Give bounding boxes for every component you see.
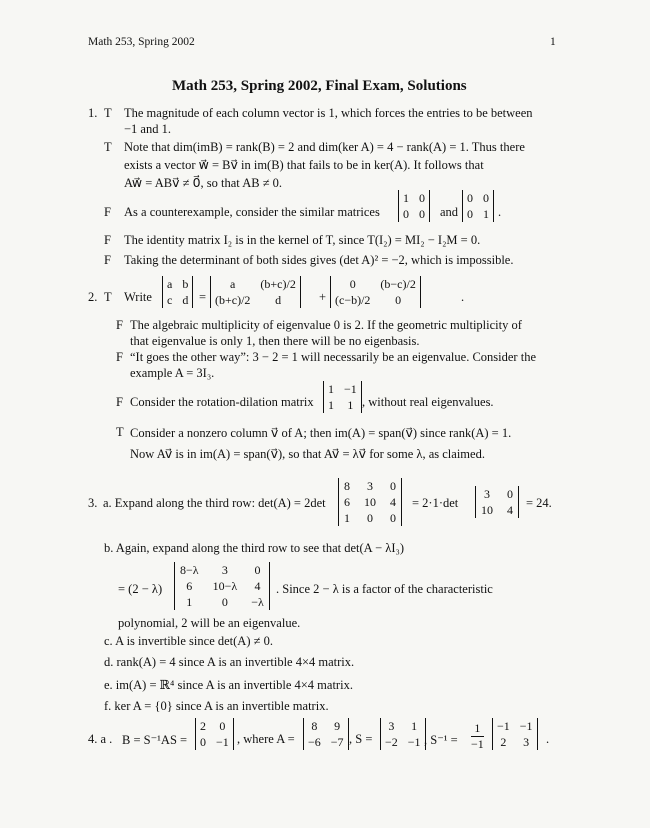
p1c-matrix-1 (398, 190, 430, 222)
p3a-end: = 24. (526, 496, 552, 510)
page-number: 1 (550, 36, 556, 48)
matrix-entry: −1 (344, 382, 357, 396)
p3b-text: b. Again, expand along the third row to see that det(A − λI₃) (104, 541, 405, 555)
p2b-line2: that eigenvalue is only 1, then there will be no eigenbasis. (130, 334, 420, 348)
matrix-entry: 6 (186, 579, 193, 593)
p2a-plus: + (319, 290, 327, 304)
p1c-matrix-2 (462, 190, 494, 222)
matrix-entry: 0 (403, 207, 409, 221)
matrix-entry: −1 (216, 735, 229, 749)
p2a-end: . (461, 290, 465, 304)
matrix-entry: 1 (411, 719, 418, 733)
matrix-entry: 1 (483, 207, 489, 221)
p3a-matrix-2x2 (475, 486, 519, 518)
matrix-entry: a (167, 277, 173, 291)
matrix-entry: −1 (519, 719, 533, 733)
fraction-numerator: 1 (474, 721, 481, 735)
p4-matrix-b (195, 718, 234, 750)
problem-3-number: 3. (88, 496, 98, 510)
p1a-line2: −1 and 1. (124, 122, 171, 136)
p2d-text: Consider the rotation-dilation matrix (130, 395, 314, 409)
p2d-end: , without real eigenvalues. (362, 395, 494, 409)
matrix-entry: b (182, 277, 189, 291)
matrix-entry: 3 (388, 719, 395, 733)
matrix-entry: 0 (367, 511, 373, 525)
matrix-entry: 2 (200, 719, 206, 733)
matrix-entry: 0 (390, 511, 396, 525)
p3b-determinant (174, 562, 270, 610)
matrix-entry: −λ (251, 595, 264, 609)
matrix-entry: 3 (484, 487, 490, 501)
p1e-tf: F (104, 253, 111, 267)
matrix-entry: (b+c)/2 (215, 293, 251, 307)
p1c-tf: F (104, 205, 111, 219)
p2c-line2: example A = 3I₃. (130, 366, 215, 380)
p1b-tf: T (104, 140, 112, 154)
matrix-entry: −2 (385, 735, 398, 749)
matrix-entry: 6 (344, 495, 350, 509)
matrix-entry: −1 (497, 719, 510, 733)
matrix-entry: 4 (390, 495, 396, 509)
p1d-text: The identity matrix I₂ is in the kernel of T, since T(I₂) = MI₂ − I₂M = 0. (124, 233, 481, 247)
p1b-line1: Note that dim(imB) = rank(B) = 2 and dim(ker A) = 4 − rank(A) = 1. Thus there (124, 140, 525, 154)
matrix-entry: 1 (403, 191, 409, 205)
matrix-entry: 1 (347, 398, 354, 412)
p1d-tf: F (104, 233, 111, 247)
p4-matrix-sinv (492, 718, 538, 750)
matrix-entry: c (167, 293, 173, 307)
problem-4-number: 4. a . (88, 732, 113, 746)
matrix-entry: 9 (334, 719, 341, 733)
matrix-entry: d (182, 293, 189, 307)
p1a-tf: T (104, 106, 112, 120)
p3b-post: . Since 2 − λ is a factor of the characteristic (276, 582, 493, 596)
matrix-entry: (b+c)/2 (260, 277, 296, 291)
matrix-entry: a (230, 277, 236, 291)
matrix-entry: 10 (481, 503, 493, 517)
matrix-entry: 0 (419, 191, 425, 205)
matrix-entry: −6 (308, 735, 321, 749)
p2c-line1: “It goes the other way”: 3 − 2 = 1 will necessarily be an eigenvalue. Consider the (130, 350, 536, 364)
p2a-matrix-skew (330, 276, 421, 308)
matrix-entry: 3 (367, 479, 373, 493)
p2a-matrix-symmetric (210, 276, 301, 308)
matrix-entry: 0 (200, 735, 206, 749)
matrix-entry: −7 (330, 735, 344, 749)
matrix-entry: 0 (483, 191, 489, 205)
p1e-text: Taking the determinant of both sides gives (det A)² = −2, which is impossible. (124, 253, 514, 267)
matrix-entry: −1 (407, 735, 421, 749)
p4-s-label: , S = (349, 732, 373, 746)
p2b-tf: F (116, 318, 123, 332)
matrix-entry: 0 (419, 207, 425, 221)
matrix-entry: (c−b)/2 (335, 293, 371, 307)
header-course: Math 253, Spring 2002 (88, 36, 195, 48)
p4-end: . (546, 732, 550, 746)
matrix-entry: 3 (221, 563, 228, 577)
p1a-line1: The magnitude of each column vector is 1, which forces the entries to be between (124, 106, 533, 120)
p4-matrix-s (380, 718, 426, 750)
matrix-entry: 10−λ (212, 579, 238, 593)
p3b-pre: = (2 − λ) (118, 582, 163, 596)
matrix-entry: 0 (390, 479, 396, 493)
matrix-entry: 0 (467, 207, 473, 221)
p2d-matrix (323, 381, 362, 413)
matrix-entry: 1 (328, 382, 334, 396)
p3c-text: c. A is invertible since det(A) ≠ 0. (104, 634, 273, 648)
p2d-tf: F (116, 395, 123, 409)
problem-1-number: 1. (88, 106, 98, 120)
p2e-tf: T (116, 425, 124, 439)
p1c-end: . (498, 205, 502, 219)
p4-sinv-label: , S⁻¹ = (424, 733, 458, 747)
p3d-text: d. rank(A) = 4 since A is an invertible 4×4 matrix. (104, 655, 355, 669)
matrix-entry: 0 (467, 191, 473, 205)
p3a-mid: = 2·1·det (412, 496, 459, 510)
matrix-entry: 0 (221, 595, 228, 609)
matrix-entry: 0 (507, 487, 513, 501)
p1c-text: As a counterexample, consider the similar matrices (124, 205, 380, 219)
matrix-entry: 4 (507, 503, 513, 517)
p1b-line2: exists a vector w⃗ = Bv⃗ in im(B) that fails to be in ker(A). It follows that (124, 158, 484, 172)
matrix-entry: 1 (328, 398, 334, 412)
fraction-denominator: −1 (471, 737, 484, 751)
matrix-entry: 3 (523, 735, 530, 749)
matrix-entry: 8−λ (180, 563, 199, 577)
problem-2-number: 2. (88, 290, 98, 304)
p3a-matrix-3x3 (338, 478, 402, 526)
matrix-entry: 8 (344, 479, 350, 493)
p2a-tf: T (104, 290, 112, 304)
p4-matrix-a (303, 718, 349, 750)
p2e-line2: Now Av⃗ is in im(A) = span(v⃗), so that Av⃗ = λv⃗ for some λ, as claimed. (130, 447, 485, 461)
p2a-matrix-abcd (162, 276, 193, 308)
matrix-entry: 8 (311, 719, 318, 733)
page-title: Math 253, Spring 2002, Final Exam, Solutions (172, 78, 467, 94)
matrix-entry: 2 (500, 735, 507, 749)
matrix-entry: 1 (344, 511, 350, 525)
p1b-line3: Aw⃗ = ABv⃗ ≠ 0⃗, so that AB ≠ 0. (124, 176, 283, 190)
matrix-entry: 0 (395, 293, 402, 307)
p2c-tf: F (116, 350, 123, 364)
matrix-entry: d (275, 293, 282, 307)
p3e-text: e. im(A) = ℝ⁴ since A is an invertible 4×4 matrix. (104, 678, 353, 692)
matrix-entry: 4 (254, 579, 261, 593)
p3a-text: a. Expand along the third row: det(A) = 2det (103, 496, 326, 510)
p4-fraction (471, 721, 484, 752)
matrix-entry: 0 (254, 563, 261, 577)
p2a-eq: = (199, 290, 207, 304)
p2b-line1: The algebraic multiplicity of eigenvalue 0 is 2. If the geometric multiplicity of (130, 318, 522, 332)
p3b-line3: polynomial, 2 will be an eigenvalue. (118, 616, 301, 630)
matrix-entry: 1 (186, 595, 193, 609)
p2e-line1: Consider a nonzero column v⃗ of A; then im(A) = span(v⃗) since rank(A) = 1. (130, 426, 512, 440)
p4-where: , where A = (237, 732, 295, 746)
matrix-entry: 0 (219, 719, 226, 733)
p2a-write: Write (124, 290, 152, 304)
matrix-entry: 10 (364, 495, 376, 509)
p4-lhs: B = S⁻¹AS = (122, 733, 188, 747)
matrix-entry: 0 (349, 277, 356, 291)
p3f-text: f. ker A = {0} since A is an invertible matrix. (104, 699, 329, 713)
p1c-and: and (440, 205, 459, 219)
matrix-entry: (b−c)/2 (380, 277, 416, 291)
